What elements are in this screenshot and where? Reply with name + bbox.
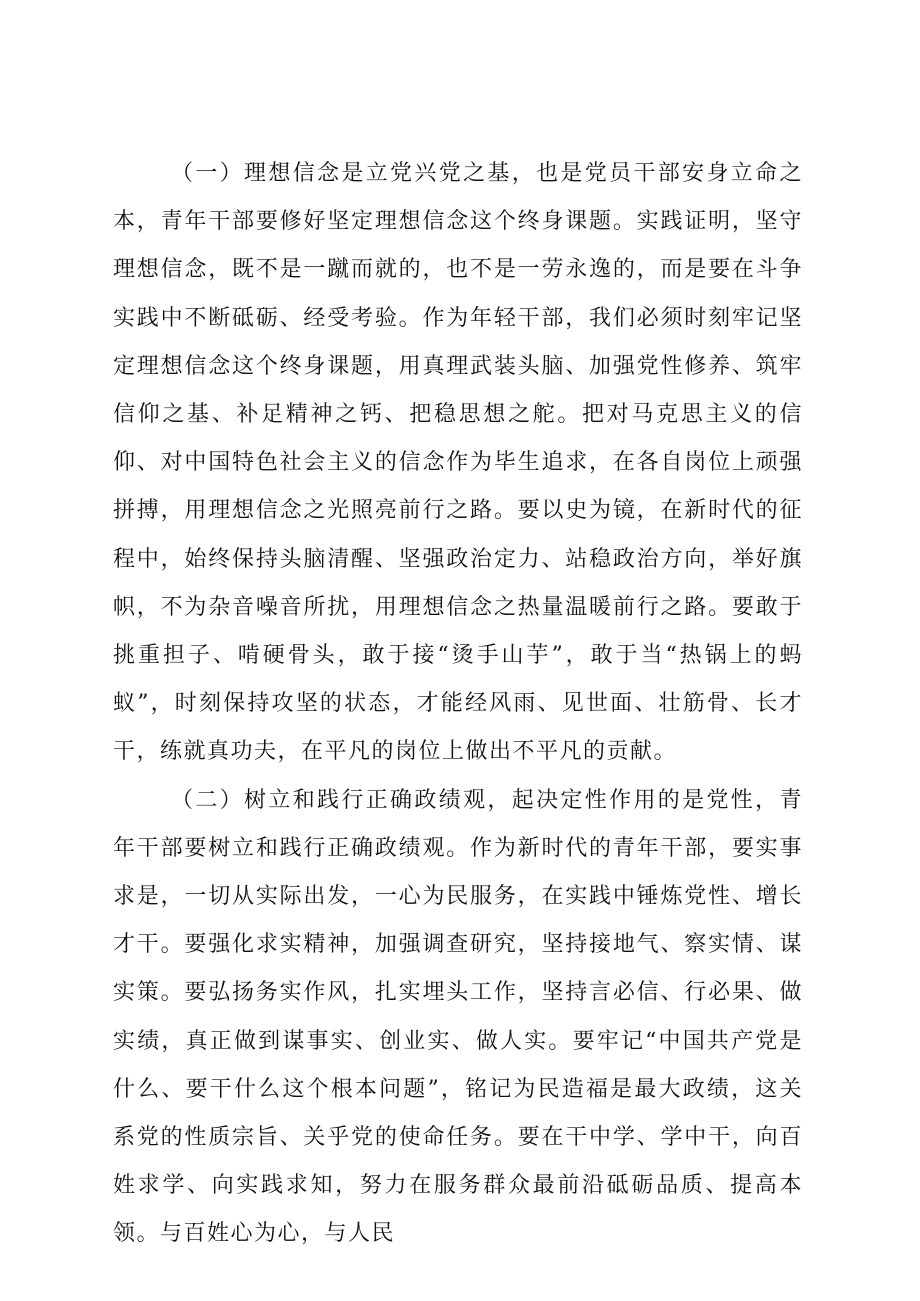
document-body	[113, 150, 803, 1259]
paragraph-1: （一）理想信念是立党兴党之基，也是党员干部安身立命之本，青年干部要修好坚定理想信念这个终身课题。实践证明，坚守理想信念，既不是一蹴而就的，也不是一劳永逸的，而是要在斗争实践中不断砥砺、经受考验。作为年轻干部，我们必须时刻牢记坚定理想信念这个终身课题，用真理武装头脑、加强党性修养、筑牢信仰之基、补足精神之钙、把稳思想之舵。把对马克思主义的信仰、对中国特色社会主义的信念作为毕生追求，在各自岗位上顽强拼搏，用理想信念之光照亮前行之路。要以史为镜，在新时代的征程中，始终保持头脑清醒、坚强政治定力、站稳政治方向，举好旗帜，不为杂音噪音所扰，用理想信念之热量温暖前行之路。要敢于挑重担子、啃硬骨头，敢于接“烫手山芋”，敢于当“热锅上的蚂蚁”，时刻保持攻坚的状态，才能经风雨、见世面、壮筋骨、长才干，练就真功夫，在平凡的岗位上做出不平凡的贡献。	[113, 161, 803, 765]
paragraph-2: （二）树立和践行正确政绩观，起决定性作用的是党性，青年干部要树立和践行正确政绩观。作为新时代的青年干部，要实事求是，一切从实际出发，一心为民服务，在实践中锤炼党性、增长才干。要强化求实精神，加强调查研究，坚持接地气、察实情、谋实策。要弘扬务实作风，扎实埋头工作，坚持言必信、行必果、做实绩，真正做到谋事实、创业实、做人实。要牢记“中国共产党是什么、要干什么这个根本问题”，铭记为民造福是最大政绩，这关系党的性质宗旨、关乎党的使命任务。要在干中学、学中干，向百姓求学、向实践求知，努力在服务群众最前沿砥砺品质、提高本领。与百姓心为心，与人民	[113, 787, 803, 1247]
